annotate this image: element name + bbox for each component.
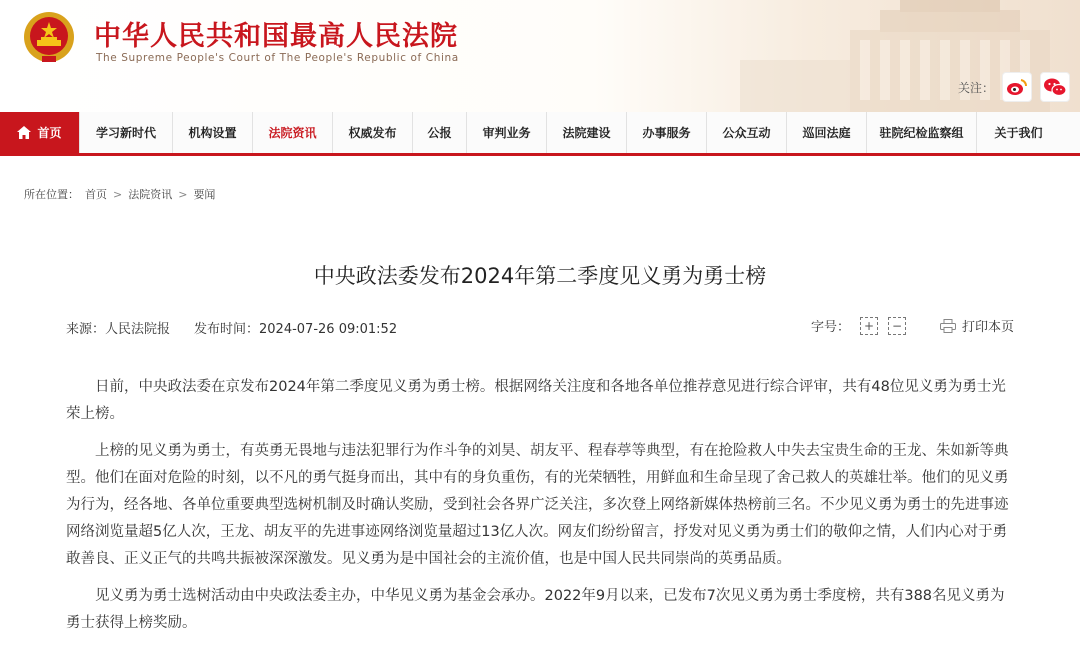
article-source: 来源：人民法院报 (66, 322, 171, 337)
font-increase-button[interactable]: + (860, 317, 878, 335)
breadcrumb-prefix: 所在位置： (24, 188, 79, 201)
main-nav (0, 112, 1080, 156)
article-tools (811, 316, 1014, 335)
article-paragraph: 日前，中央政法委在京发布2024年第二季度见义勇为勇士榜。根据网络关注度和各地各单位推荐意见进行综合评审，共有48位见义勇为勇士光荣上榜。 (66, 379, 1006, 422)
article-publish-time: 发布时间：2024-07-26 09:01:52 (194, 322, 398, 337)
nav-home-label: 首页 (37, 126, 62, 140)
nav-court-news[interactable]: 法院资讯 (253, 112, 333, 153)
nav-discipline-inspection[interactable]: 驻院纪检监察组 (867, 112, 977, 153)
breadcrumb-court-news[interactable]: 法院资讯 (128, 188, 173, 201)
follow-bar (958, 72, 1070, 102)
wechat-icon[interactable] (1040, 72, 1070, 102)
follow-label: 关注： (957, 80, 994, 95)
weibo-icon[interactable] (1002, 72, 1032, 102)
nav-trial-business[interactable]: 审判业务 (467, 112, 547, 153)
nav-services[interactable]: 办事服务 (627, 112, 707, 153)
breadcrumb-headlines[interactable]: 要闻 (193, 188, 216, 201)
nav-court-building[interactable]: 法院建设 (547, 112, 627, 153)
font-size-label: 字号： (810, 320, 850, 335)
breadcrumb-home[interactable]: 首页 (85, 188, 107, 201)
nav-study[interactable]: 学习新时代 (80, 112, 173, 153)
article-meta (66, 318, 397, 337)
article-body (66, 374, 1016, 647)
nav-about[interactable]: 关于我们 (994, 126, 1043, 140)
nav-organization[interactable]: 机构设置 (173, 112, 253, 153)
font-decrease-button[interactable]: − (888, 317, 906, 335)
article-paragraph: 见义勇为勇士选树活动由中央政法委主办，中华见义勇为基金会承办。2022年9月以来，已发布7次见义勇为勇士季度榜，共有388名见义勇为勇士获得上榜奖励。 (66, 588, 1005, 631)
site-subtitle: The Supreme People's Court of The People's Republic of China (96, 52, 459, 64)
site-header (0, 0, 1080, 112)
breadcrumb-separator: > (178, 187, 188, 201)
breadcrumb-separator: > (113, 187, 123, 201)
print-button[interactable] (940, 316, 1014, 335)
article-paragraph: 上榜的见义勇为勇士，有英勇无畏地与违法犯罪行为作斗争的刘昊、胡友平、程春葶等典型，有在抢险救人中失去宝贵生命的王龙、朱如新等典型。他们在面对危险的时刻，以不凡的勇气挺身而出，其中有的身负重伤，有的光荣牺牲，用鲜血和生命呈现了舍己救人的英雄壮举。他们的见义勇为行为，经各地、各单位重要典型选树机制及时确认奖励，受到社会各界广泛关注，多次登上网络新媒体热榜前三名。不少见义勇为勇士的先进事迹网络浏览量超5亿人次，王龙、胡友平的先进事迹网络浏览量超过13亿人次。网友们纷纷留言，抒发对见义勇为勇士们的敬仰之情，人们内心对于勇敢善良、正义正气的共鸣共振被深深激发。见义勇为是中国社会的主流价值，也是中国人民共同崇尚的英勇品质。 (66, 443, 1009, 567)
article-title: 中央政法委发布2024年第二季度见义勇为勇士榜 (313, 264, 767, 288)
site-title[interactable]: 中华人民共和国最高人民法院 (94, 21, 458, 52)
nav-home[interactable] (0, 112, 80, 153)
nav-public-interaction[interactable]: 公众互动 (707, 112, 787, 153)
nav-authoritative-release[interactable]: 权威发布 (333, 112, 413, 153)
nav-circuit-court[interactable]: 巡回法庭 (787, 112, 867, 153)
printer-icon (940, 319, 956, 333)
nav-gazette[interactable]: 公报 (413, 112, 467, 153)
print-label: 打印本页 (961, 320, 1014, 335)
national-emblem-icon (22, 10, 76, 64)
breadcrumb (24, 186, 215, 202)
home-icon (17, 126, 31, 139)
